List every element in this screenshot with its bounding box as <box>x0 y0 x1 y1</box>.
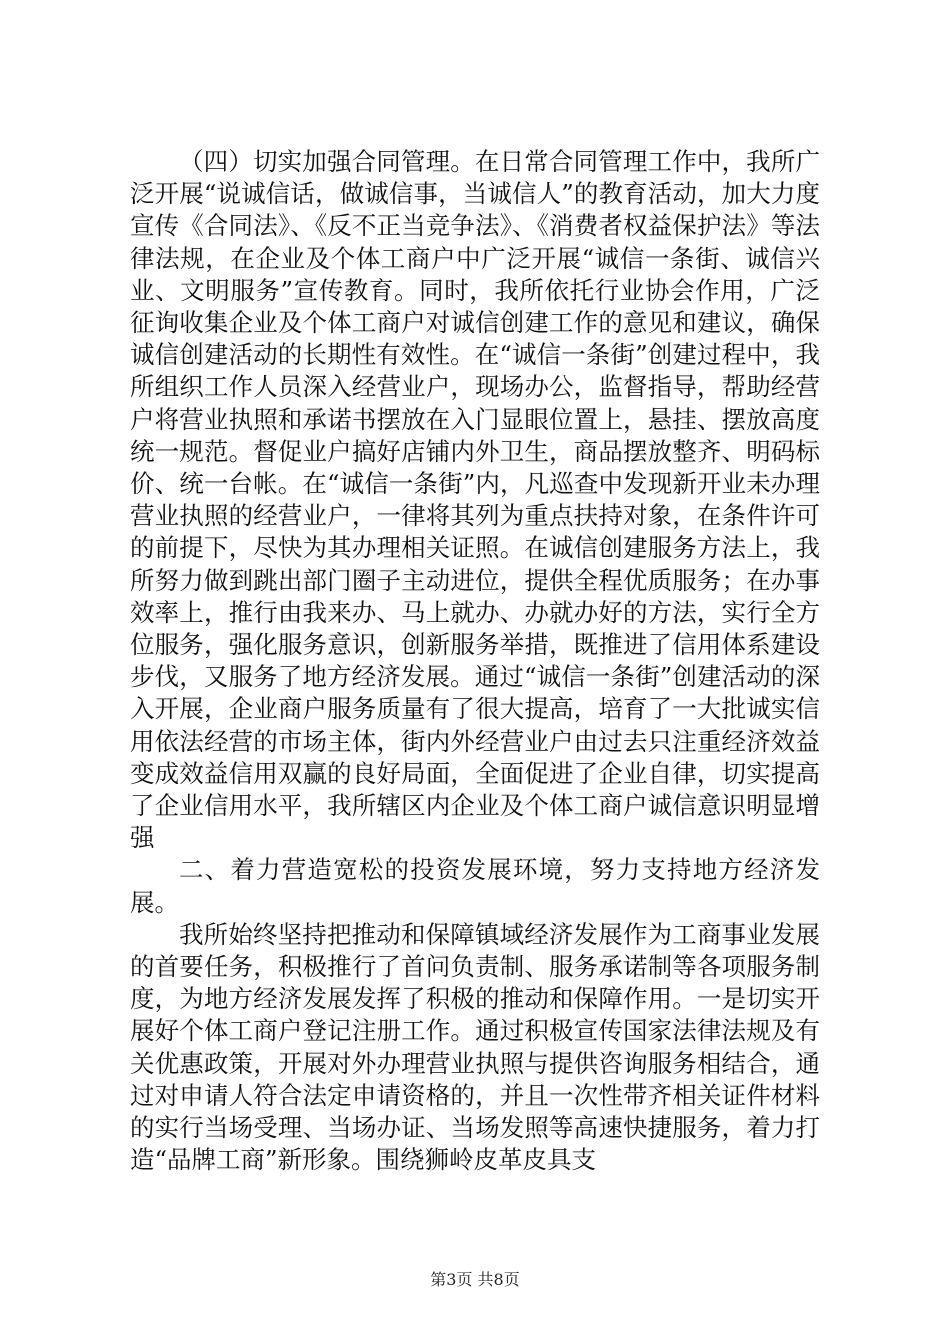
document-body <box>130 146 820 1177</box>
paragraph-economic-development: 我所始终坚持把推动和保障镇域经济发展作为工商事业发展的首要任务，积极推行了首问负责制、服务承诺制等各项服务制度，为地方经济发展发挥了积极的推动和保障作用。一是切实开展好个体工商户登记注册工作。通过积极宣传国家法律法规及有关优惠政策，开展对外办理营业执照与提供咨询服务相结合，通过对申请人符合法定申请资格的，并且一次性带齐相关证件材料的实行当场受理、当场办证、当场发照等高速快捷服务，着力打造“品牌工商”新形象。围绕狮岭皮革皮具支 <box>130 919 820 1175</box>
page-number-footer: 第3页 共8页 <box>430 1270 520 1289</box>
paragraph-contract-management: （四）切实加强合同管理。在日常合同管理工作中，我所广泛开展“说诚信话，做诚信事，当诚信人”的教育活动，加大力度宣传《合同法》、《反不正当竞争法》、《消费者权益保护法》等法律法规，在企业及个体工商户中广泛开展“诚信一条街、诚信兴业、文明服务”宣传教育。同时，我所依托行业协会作用，广泛征询收集企业及个体工商户对诚信创建工作的意见和建议，确保诚信创建活动的长期性有效性。在“诚信一条街”创建过程中，我所组织工作人员深入经营业户，现场办公，监督指导，帮助经营户将营业执照和承诺书摆放在入门显眼位置上，悬挂、摆放高度统一规范。督促业户搞好店铺内外卫生，商品摆放整齐、明码标价、统一台帐。在“诚信一条街”内，凡巡查中发现新开业未办理营业执照的经营业户，一律将其列为重点扶持对象，在条件许可的前提下，尽快为其办理相关证照。在诚信创建服务方法上，我所努力做到跳出部门圈子主动进位，提供全程优质服务；在办事效率上，推行由我来办、马上就办、办就办好的方法，实行全方位服务，强化服务意识，创新服务举措，既推进了信用体系建设步伐，又服务了地方经济发展。通过“诚信一条街”创建活动的深入开展，企业商户服务质量有了很大提高，培育了一大批诚实信用依法经营的市场主体，街内外经营业户由过去只注重经济效益变成效益信用双赢的良好局面，全面促进了企业自律，切实提高了企业信用水平，我所辖区内企业及个体工商户诚信意识明显增强 <box>130 147 820 853</box>
paragraph-section-heading: 二、着力营造宽松的投资发展环境，努力支持地方经济发展。 <box>130 855 820 917</box>
